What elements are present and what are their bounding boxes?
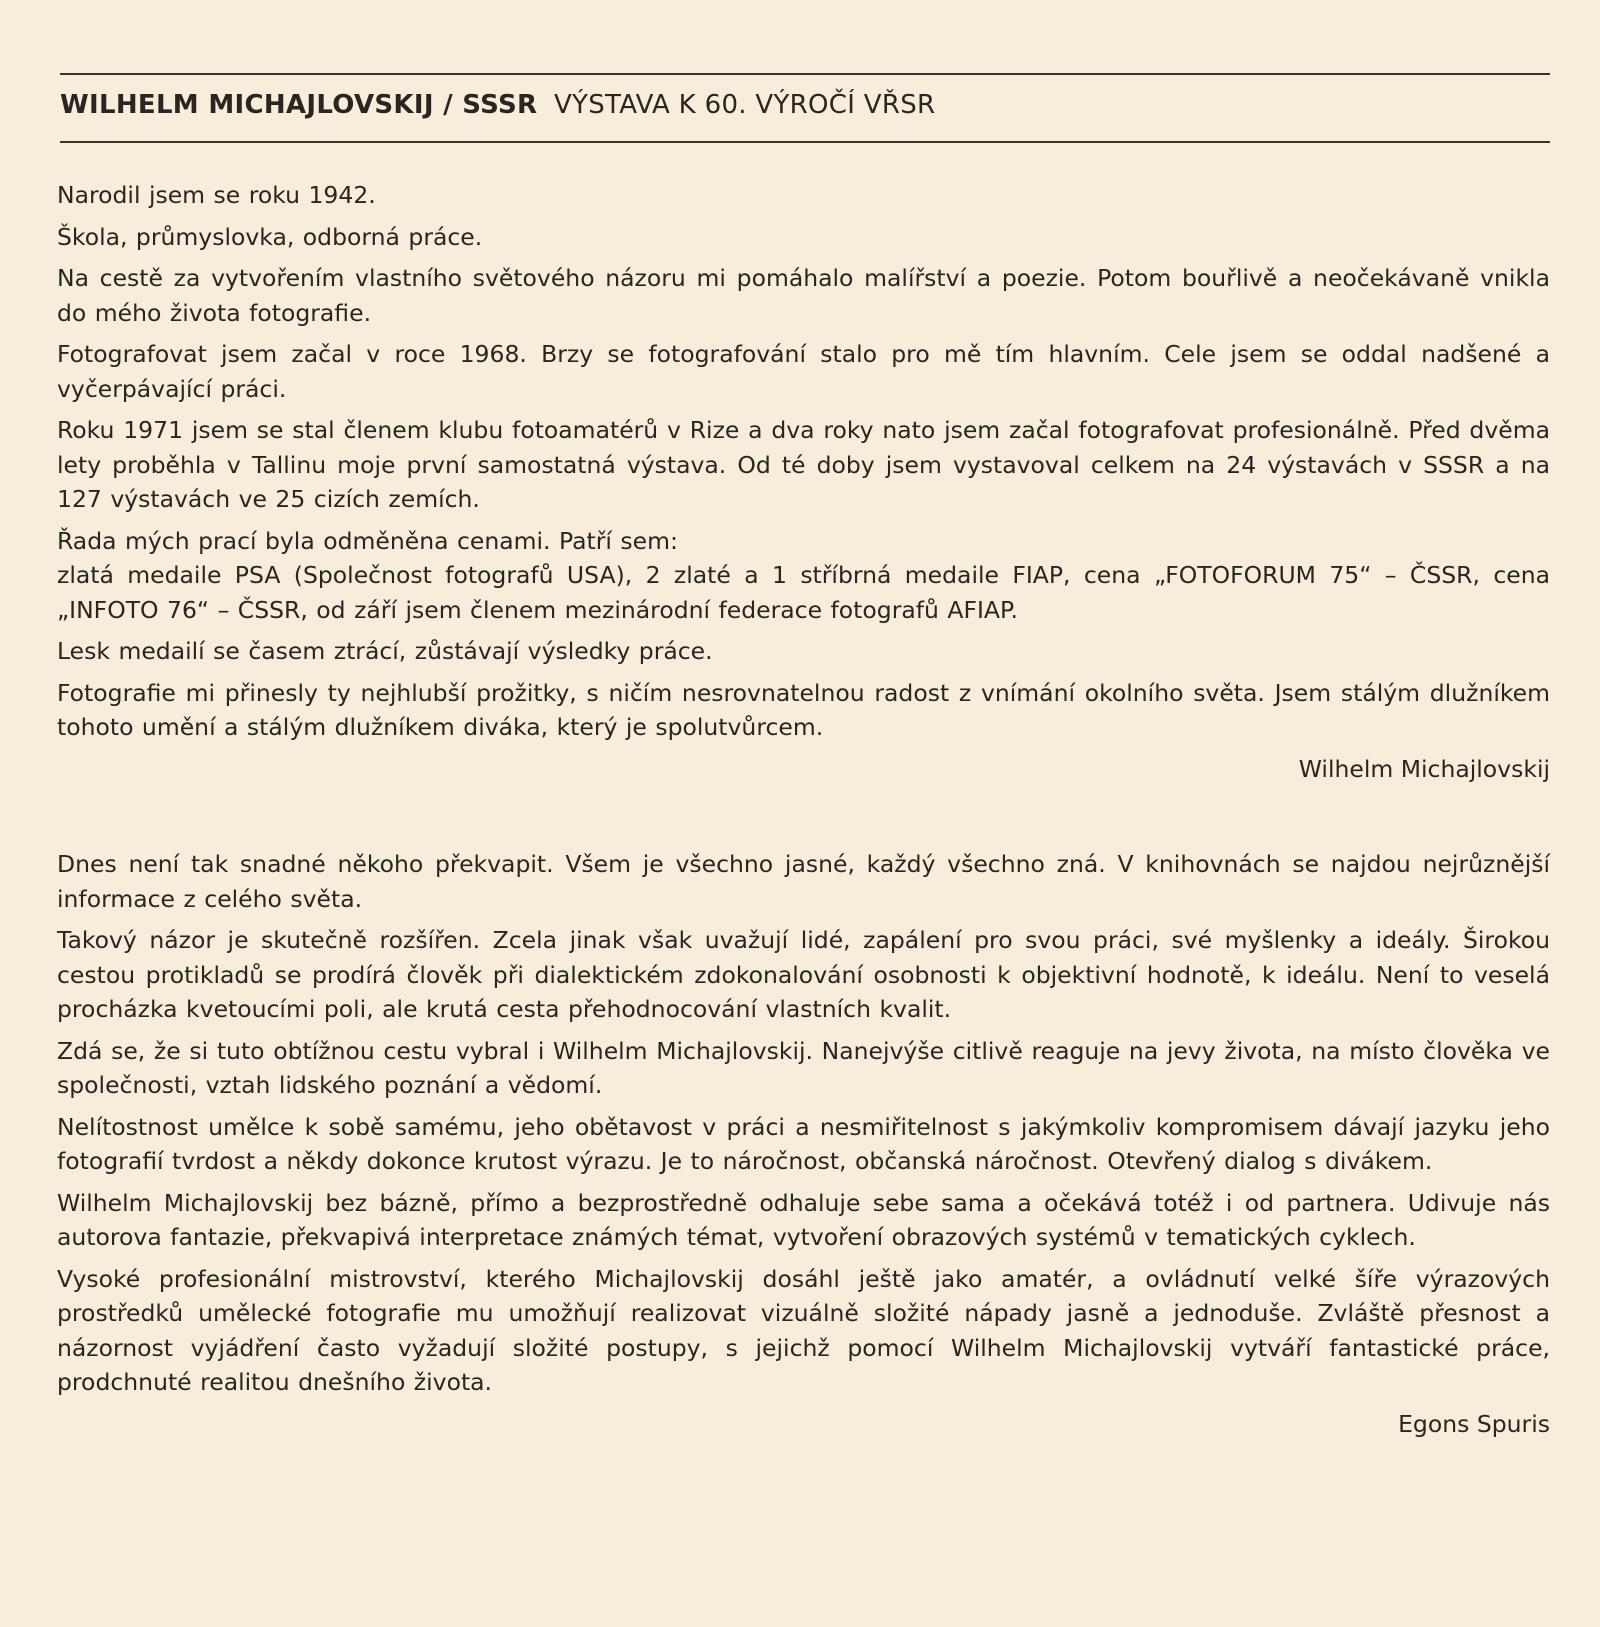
paragraph: Fotografie mi přinesly ty nejhlubší prožitky, s ničím nesrovnatelnou radost z vnímání okolního světa. Jsem stálým dlužníkem tohoto umění a stálým dlužníkem diváka, který je spolutvůrcem.: [57, 678, 1550, 741]
statement-signature: Wilhelm Michajlovskij: [1298, 754, 1550, 783]
artist-statement: [57, 178, 1550, 786]
paragraph: Škola, průmyslovka, odborná práce.: [57, 222, 483, 251]
paragraph: Lesk medailí se časem ztrácí, zůstávají výsledky práce.: [57, 637, 713, 665]
paragraph: Dnes není tak snadné někoho překvapit. Všem je všechno jasné, každý všechno zná. V knihovnách se najdou nejrůznější informace z celého světa.: [57, 850, 1550, 913]
paragraph: Fotografovat jsem začal v roce 1968. Brzy se fotografování stalo pro mě tím hlavním. Cele jsem se oddal nadšené a vyčerpávající práci.: [57, 340, 1550, 403]
artist-name: WILHELM MICHAJLOVSKIJ / SSSR: [60, 90, 538, 120]
paragraph: Takový názor je skutečně rozšířen. Zcela jinak však uvažují lidé, zapálení pro svou práci, své myšlenky a ideály. Širokou cestou protikladů se prodírá člověk při dialektickém zdokonalování osobnosti k objektivní hodnotě, k ideálu. Není to veselá procházka kvetoucími poli, ale krutá cesta přehodnocování vlastních kvalit.: [57, 926, 1550, 1023]
paragraph: zlatá medaile PSA (Společnost fotografů USA), 2 zlaté a 1 stříbrná medaile FIAP, cena „FOTOFORUM 75“ – ČSSR, cena „INFOTO 76“ – ČSSR, od září jsem členem mezinárodní federace fotografů AFIAP.: [57, 561, 1550, 624]
exhibition-title: VÝSTAVA K 60. VÝROČÍ VŘSR: [553, 90, 936, 120]
essay-signature: Egons Spuris: [1398, 1409, 1550, 1438]
paragraph: Narodil jsem se roku 1942.: [57, 181, 376, 209]
paragraph: Na cestě za vytvořením vlastního světového názoru mi pomáhalo malířství a poezie. Potom bouřlivě a neočekávaně vnikla do mého života fotografie.: [57, 264, 1550, 327]
critic-essay: [57, 847, 1550, 1441]
header-bottom-rule: [60, 141, 1550, 143]
page-header: [60, 90, 1550, 120]
paragraph: Řada mých prací byla odměněna cenami. Patří sem:: [57, 526, 678, 555]
paragraph: Wilhelm Michajlovskij bez bázně, přímo a bezprostředně odhaluje sebe sama a očekává totéž i od partnera. Udivuje nás autorova fantazie, překvapivá interpretace známých témat, vytvoření obrazových systémů v tematických cyklech.: [57, 1188, 1550, 1251]
paragraph: Nelítostnost umělce k sobě samému, jeho obětavost v práci a nesmiřitelnost s jakýmkoliv kompromisem dávají jazyku jeho fotografií tvrdost a někdy dokonce krutost výrazu. Je to náročnost, občanská náročnost. Otevřený dialog s divákem.: [57, 1112, 1550, 1175]
paragraph: Zdá se, že si tuto obtížnou cestu vybral i Wilhelm Michajlovskij. Nanejvýše citlivě reaguje na jevy života, na místo člověka ve společnosti, vztah lidského poznání a vědomí.: [57, 1036, 1550, 1099]
paragraph: Vysoké profesionální mistrovství, kterého Michajlovskij dosáhl ještě jako amatér, a ovládnutí velké šíře výrazových prostředků umělecké fotografie mu umožňují realizovat vizuálně složité nápady jasně a jednoduše. Zvláště přesnost a názornost vyjádření často vyžadují složité postupy, s jejichž pomocí Wilhelm Michajlovskij vytváří fantastické práce, prodchnuté realitou dnešního života.: [57, 1264, 1550, 1396]
header-top-rule: [60, 73, 1550, 75]
paragraph: Roku 1971 jsem se stal členem klubu fotoamatérů v Rize a dva roky nato jsem začal fotografovat profesionálně. Před dvěma lety proběhla v Tallinu moje první samostatná výstava. Od té doby jsem vystavoval celkem na 24 výstavách v SSSR a na 127 výstavách ve 25 cizích zemích.: [57, 416, 1550, 513]
